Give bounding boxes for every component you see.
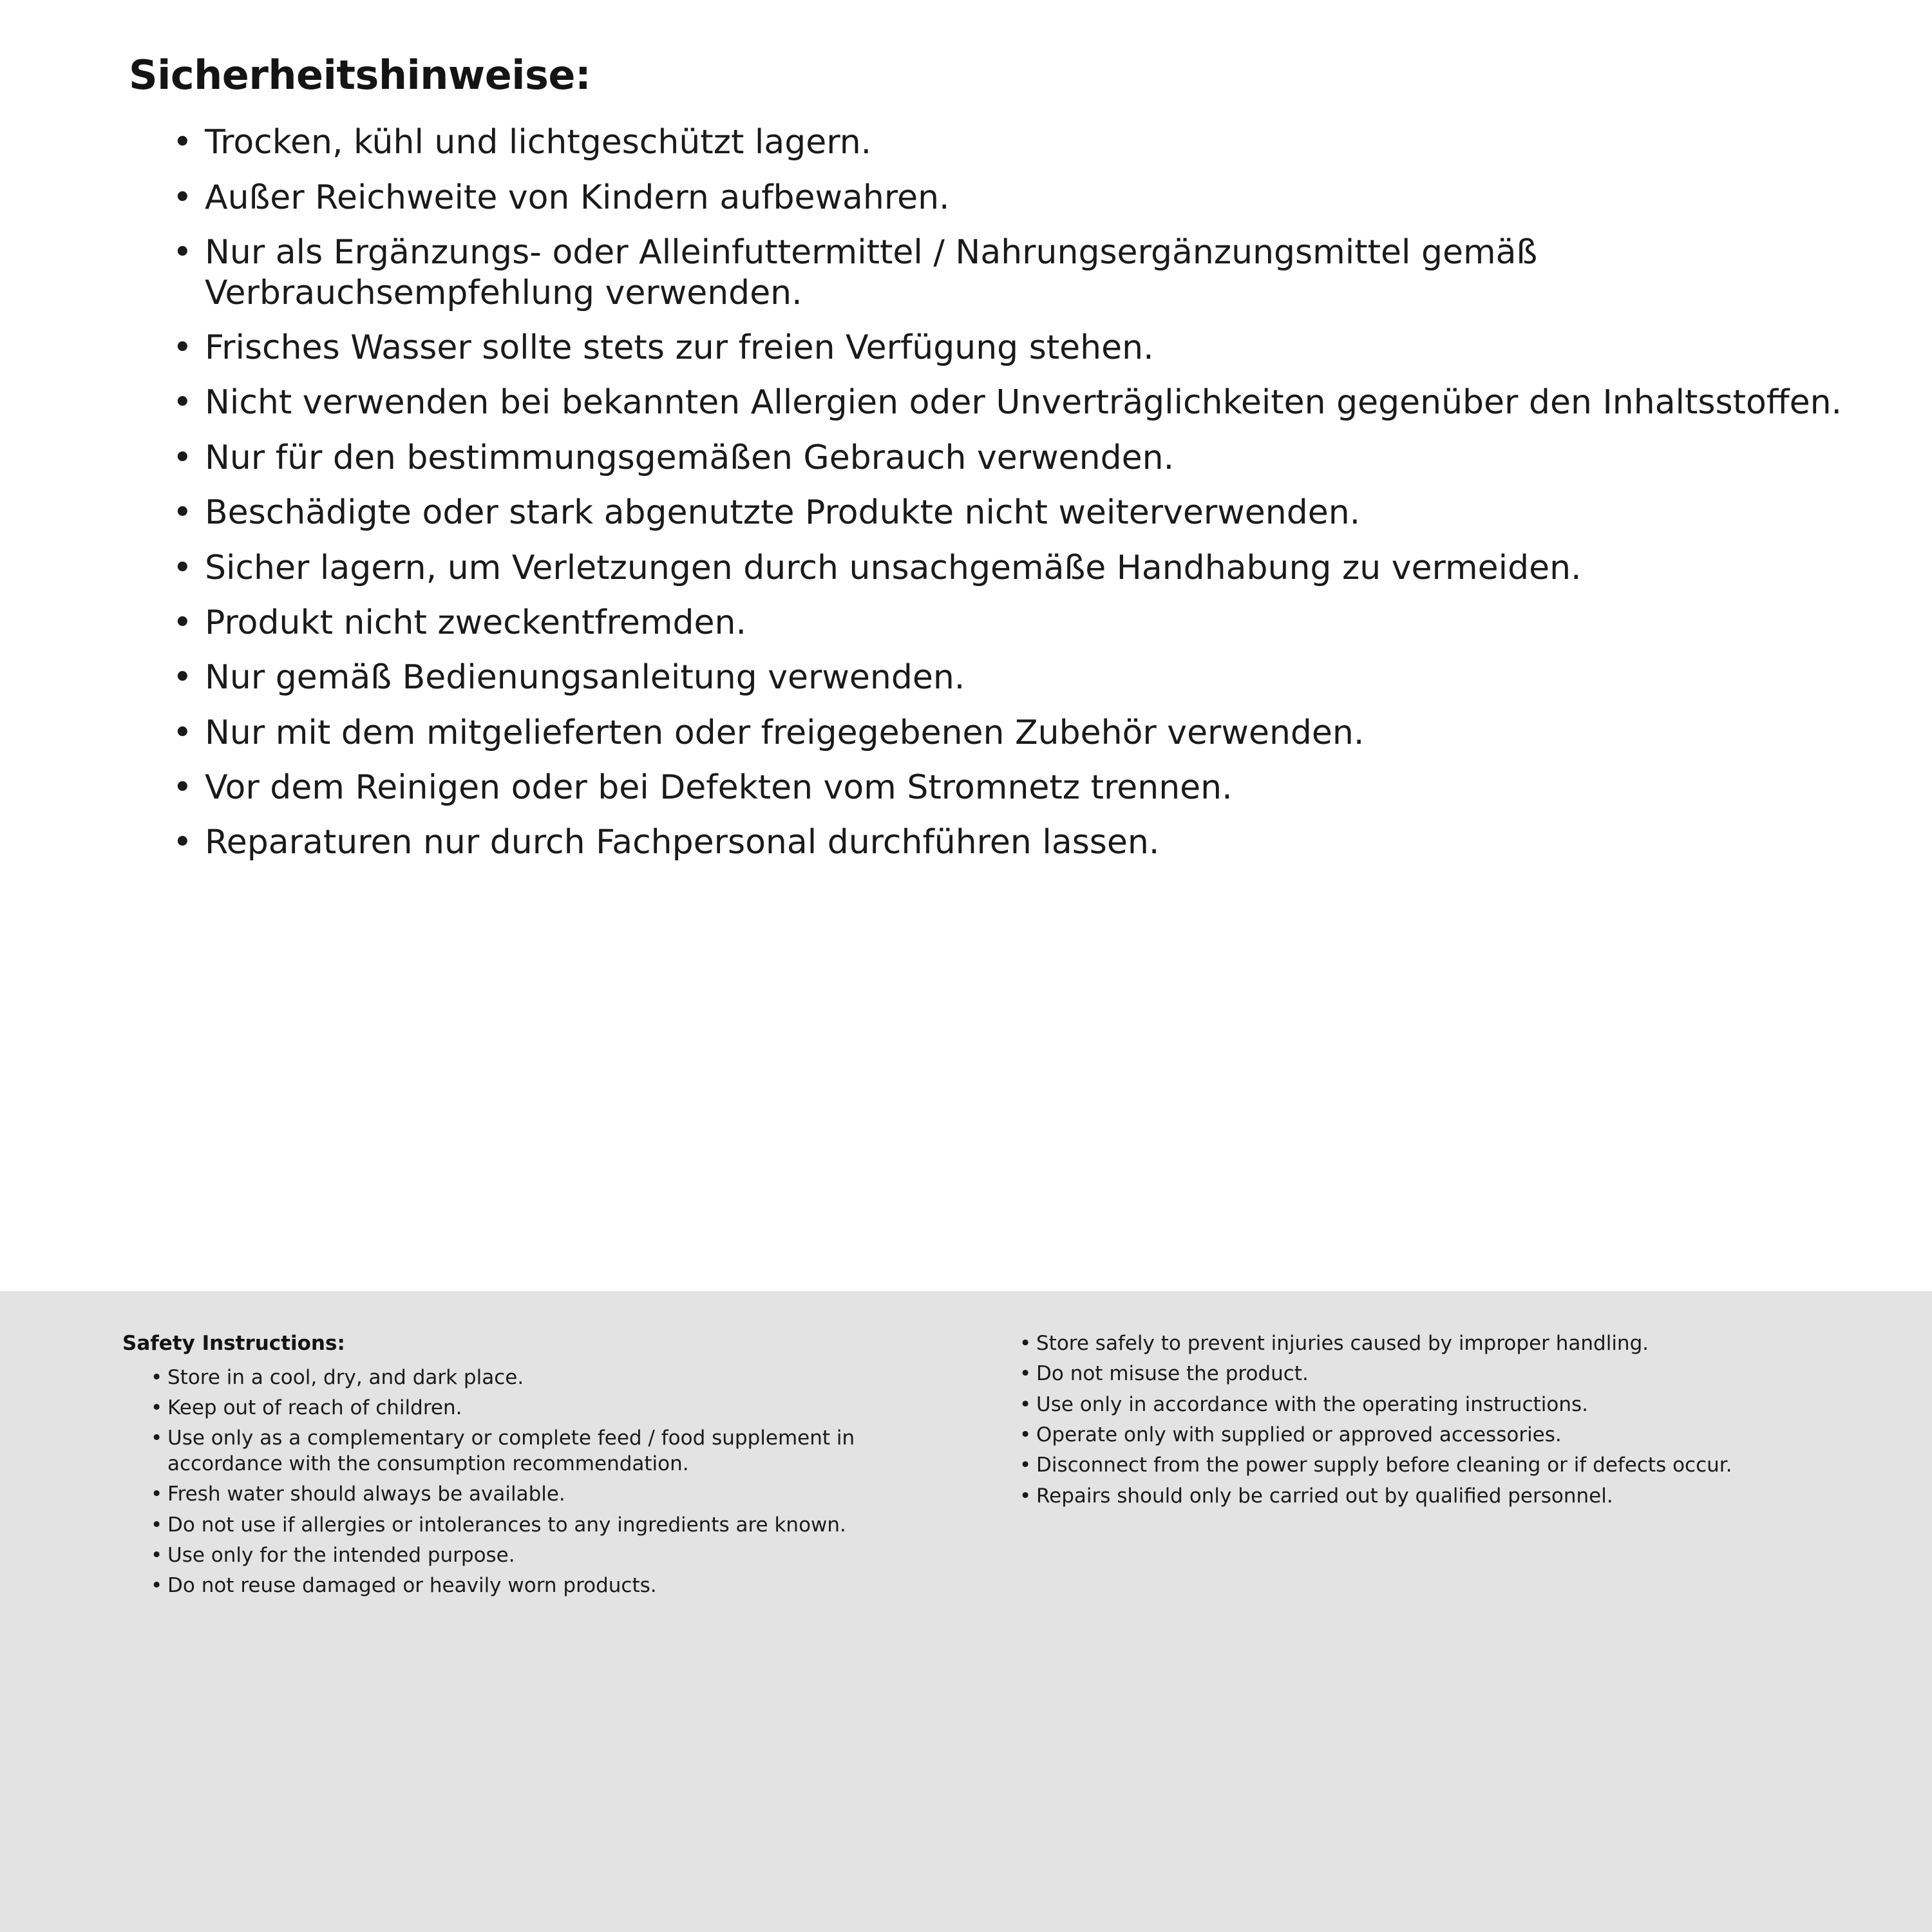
german-safety-list	[129, 122, 1848, 862]
list-item-text: Store in a cool, dry, and dark place.	[167, 1365, 524, 1389]
list-item-text: Vor dem Reinigen oder bei Defekten vom Stromnetz trennen.	[205, 768, 1233, 808]
english-column-left	[122, 1331, 959, 1604]
list-item-text: Do not misuse the product.	[1036, 1362, 1309, 1386]
list-item	[167, 548, 1848, 588]
bullet-icon: •	[173, 123, 193, 162]
list-item	[149, 1482, 959, 1507]
bullet-icon: •	[173, 823, 193, 862]
bullet-icon: •	[1019, 1362, 1032, 1386]
list-item	[167, 438, 1848, 478]
list-item-text: Beschädigte oder stark abgenutzte Produkte nicht weiterverwenden.	[205, 493, 1361, 533]
list-item-text: Nur als Ergänzungs- oder Alleinfuttermittel / Nahrungsergänzungsmittel gemäß Verbrauchsempfehlung verwenden.	[205, 233, 1538, 312]
bullet-icon: •	[173, 713, 193, 752]
list-item	[167, 383, 1848, 422]
list-item-text: Keep out of reach of children.	[167, 1396, 462, 1420]
list-item	[1018, 1484, 1855, 1509]
list-item-text: Sicher lagern, um Verletzungen durch unsachgemäße Handhabung zu vermeiden.	[205, 548, 1582, 587]
list-item-text: Use only for the intended purpose.	[167, 1543, 515, 1567]
list-item	[1018, 1423, 1855, 1448]
list-item	[149, 1513, 959, 1538]
list-item-text: Disconnect from the power supply before cleaning or if defects occur.	[1036, 1454, 1732, 1477]
bullet-icon: •	[151, 1574, 163, 1598]
list-item	[167, 658, 1848, 697]
list-item	[167, 603, 1848, 643]
list-item-text: Frisches Wasser sollte stets zur freien Verfügung stehen.	[205, 328, 1154, 367]
list-item	[167, 178, 1848, 218]
list-item	[167, 493, 1848, 533]
english-columns	[122, 1331, 1855, 1604]
bullet-icon: •	[151, 1482, 163, 1506]
bullet-icon: •	[151, 1513, 163, 1537]
list-item	[1018, 1453, 1855, 1478]
list-item	[167, 822, 1848, 862]
english-safety-list-left	[122, 1365, 959, 1599]
list-item-text: Operate only with supplied or approved accessories.	[1036, 1423, 1562, 1447]
bullet-icon: •	[173, 438, 193, 477]
english-column-right	[1018, 1331, 1855, 1514]
list-item-text: Produkt nicht zweckentfremden.	[205, 603, 747, 642]
bullet-icon: •	[1019, 1392, 1032, 1416]
list-item-text: Repairs should only be carried out by qualified personnel.	[1036, 1484, 1613, 1508]
list-item-text: Use only in accordance with the operating instructions.	[1036, 1392, 1588, 1416]
bullet-icon: •	[151, 1365, 163, 1389]
list-item-text: Nur mit dem mitgelieferten oder freigegebenen Zubehör verwenden.	[205, 713, 1365, 752]
english-safety-section	[0, 1291, 1932, 1932]
bullet-icon: •	[173, 328, 193, 367]
list-item	[149, 1365, 959, 1390]
bullet-icon: •	[173, 233, 193, 272]
list-item	[149, 1543, 959, 1568]
list-item	[167, 328, 1848, 368]
bullet-icon: •	[151, 1543, 163, 1567]
bullet-icon: •	[173, 603, 193, 642]
list-item	[167, 232, 1848, 313]
bullet-icon: •	[1019, 1484, 1032, 1508]
list-item-text: Do not reuse damaged or heavily worn products.	[167, 1574, 657, 1598]
bullet-icon: •	[1019, 1454, 1032, 1477]
list-item	[167, 768, 1848, 808]
list-item-text: Fresh water should always be available.	[167, 1482, 565, 1506]
bullet-icon: •	[173, 548, 193, 587]
english-heading: Safety Instructions:	[122, 1332, 345, 1355]
list-item-text: Reparaturen nur durch Fachpersonal durchführen lassen.	[205, 823, 1160, 862]
english-safety-list-right	[1018, 1331, 1855, 1509]
list-item	[1018, 1392, 1855, 1417]
german-heading: Sicherheitshinweise:	[129, 52, 591, 99]
list-item-text: Store safely to prevent injuries caused by improper handling.	[1036, 1332, 1649, 1355]
list-item-text: Nur gemäß Bedienungsanleitung verwenden.	[205, 658, 965, 697]
list-item-text: Do not use if allergies or intolerances to any ingredients are known.	[167, 1513, 846, 1537]
bullet-icon: •	[173, 178, 193, 217]
list-item	[167, 122, 1848, 162]
bullet-icon: •	[151, 1426, 163, 1450]
list-item-text: Nicht verwenden bei bekannten Allergien oder Unverträglichkeiten gegenüber den Inhaltsstoffen.	[205, 383, 1842, 422]
list-item	[1018, 1361, 1855, 1387]
list-item	[1018, 1331, 1855, 1356]
bullet-icon: •	[1019, 1423, 1032, 1447]
bullet-icon: •	[173, 658, 193, 697]
bullet-icon: •	[173, 768, 193, 808]
list-item	[149, 1396, 959, 1421]
list-item	[149, 1573, 959, 1598]
list-item-text: Nur für den bestimmungsgemäßen Gebrauch verwenden.	[205, 438, 1175, 477]
bullet-icon: •	[173, 383, 193, 422]
bullet-icon: •	[1019, 1332, 1032, 1355]
list-item-text: Trocken, kühl und lichtgeschützt lagern.	[205, 123, 872, 162]
list-item-text: Use only as a complementary or complete feed / food supplement in accordance with the consumption recommendation.	[167, 1426, 855, 1475]
bullet-icon: •	[151, 1396, 163, 1420]
list-item	[167, 713, 1848, 753]
list-item	[149, 1426, 959, 1477]
list-item-text: Außer Reichweite von Kindern aufbewahren.	[205, 178, 950, 217]
bullet-icon: •	[173, 493, 193, 533]
